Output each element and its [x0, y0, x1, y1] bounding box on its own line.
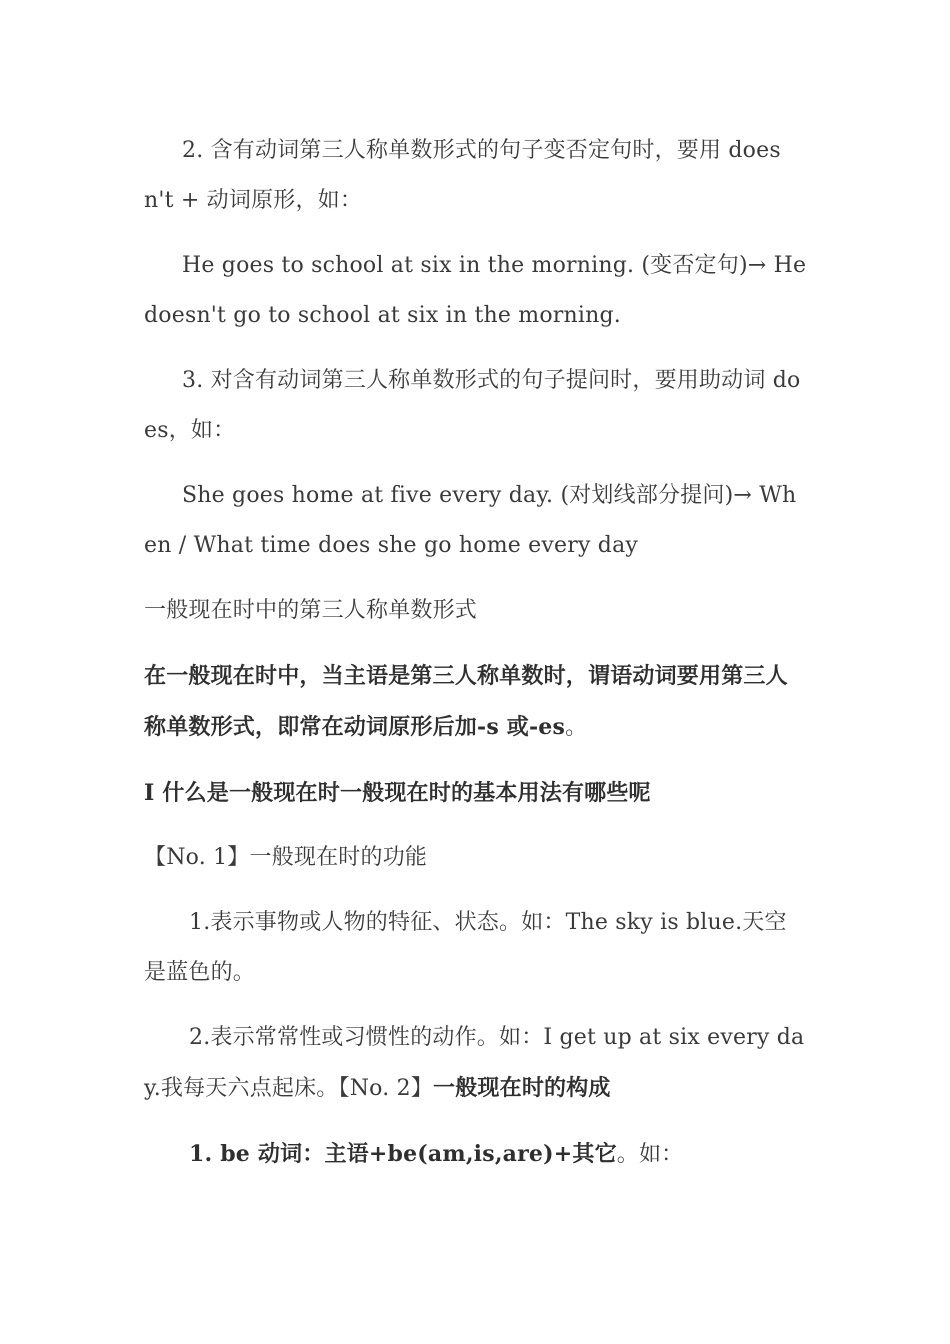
document-page — [144, 126, 808, 1195]
definition-bold-text: 在一般现在时中，当主语是第三人称单数时，谓语动词要用第三人称单数形式，即常在动词原形后加-s 或-es — [144, 663, 788, 740]
be-verb-formula: 1. be 动词：主语+be(am,is,are)+其它 — [189, 1141, 617, 1167]
section-heading-third-person: 一般现在时中的第三人称单数形式 — [144, 598, 478, 623]
section-heading-simple-present: I 什么是一般现在时一般现在时的基本用法有哪些呢 — [144, 780, 651, 806]
paragraph-negative-example: He goes to school at six in the morning. (变否定句)→ He doesn't go to school at six in the morning. — [144, 253, 807, 328]
paragraph-be-verb — [144, 1129, 808, 1180]
paragraph-doesnt-rule: 2. 含有动词第三人称单数形式的句子变否定句时，要用 doesn't + 动词原形，如： — [144, 138, 781, 213]
paragraph-does-question-rule: 3. 对含有动词第三人称单数形式的句子提问时，要用助动词 does，如： — [144, 368, 801, 443]
definition-tail: 。 — [565, 715, 588, 740]
be-verb-tail: 。如： — [616, 1142, 684, 1167]
section-heading-no1: 【No. 1】一般现在时的功能 — [144, 845, 428, 870]
no2-bracket: 【No. 2】 — [338, 1076, 434, 1101]
no2-heading: 一般现在时的构成 — [433, 1075, 611, 1101]
paragraph-usage-2 — [144, 1013, 808, 1114]
paragraph-question-example: She goes home at five every day. (对划线部分提问)→ When / What time does she go home every day — [144, 483, 797, 558]
paragraph-usage-1: 1.表示事物或人物的特征、状态。如：The sky is blue.天空是蓝色的。 — [144, 910, 787, 985]
paragraph-third-person-definition — [144, 651, 808, 753]
usage-2-text: 2.表示常常性或习惯性的动作。如：I get up at six every day.我每天六点起床。 — [144, 1025, 805, 1101]
